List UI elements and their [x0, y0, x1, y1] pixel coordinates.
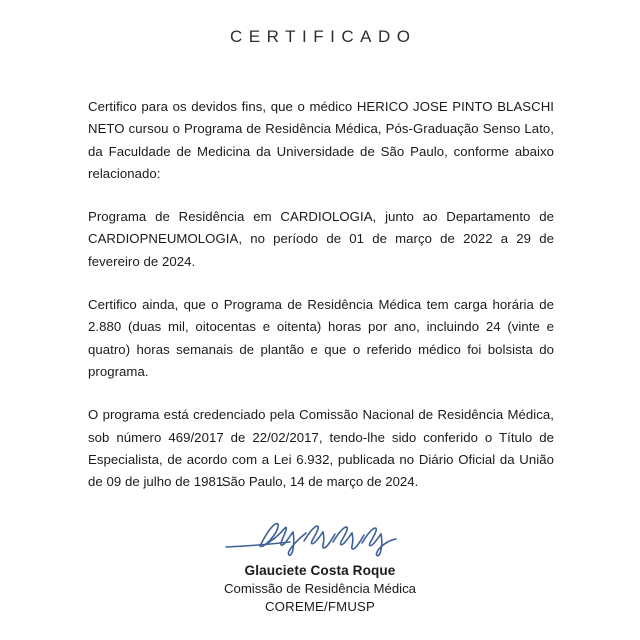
body-paragraph-1: Certifico para os devidos fins, que o médico HERICO JOSE PINTO BLASCHI NETO cursou o Programa de Residência Médica, Pós-Graduação Senso Lato, da Faculdade de Medicina da Universidade de São Paulo, conforme abaixo relacionado: [88, 99, 554, 181]
body-paragraph-4: O programa está credenciado pela Comissão Nacional de Residência Médica, sob número 469/2017 de 22/02/2017, tendo-lhe sido conferido o Título de Especialista, de acordo com a Lei 6.932, publicada no Diário Oficial da União de 09 de julho de 1981. [88, 407, 554, 490]
handwritten-signature-icon [220, 516, 420, 560]
certificate-body [88, 96, 554, 493]
signatory-name: Glauciete Costa Roque [244, 563, 396, 578]
place-and-date: São Paulo, 14 de março de 2024. [221, 474, 419, 489]
signatory-role: Comissão de Residência Médica [223, 581, 417, 596]
signatory-organization: COREME/FMUSP [264, 599, 376, 614]
page-title: CERTIFICADO [230, 27, 417, 46]
signature-block [0, 516, 640, 616]
body-paragraph-2: Programa de Residência em CARDIOLOGIA, junto ao Departamento de CARDIOPNEUMOLOGIA, no período de 01 de março de 2022 a 29 de fevereiro de 2024. [88, 209, 554, 269]
body-paragraph-3: Certifico ainda, que o Programa de Residência Médica tem carga horária de 2.880 (duas mil, oitocentas e oitenta) horas por ano, incluindo 24 (vinte e quatro) horas semanais de plantão e que o referido médico foi bolsista do programa. [88, 297, 554, 379]
